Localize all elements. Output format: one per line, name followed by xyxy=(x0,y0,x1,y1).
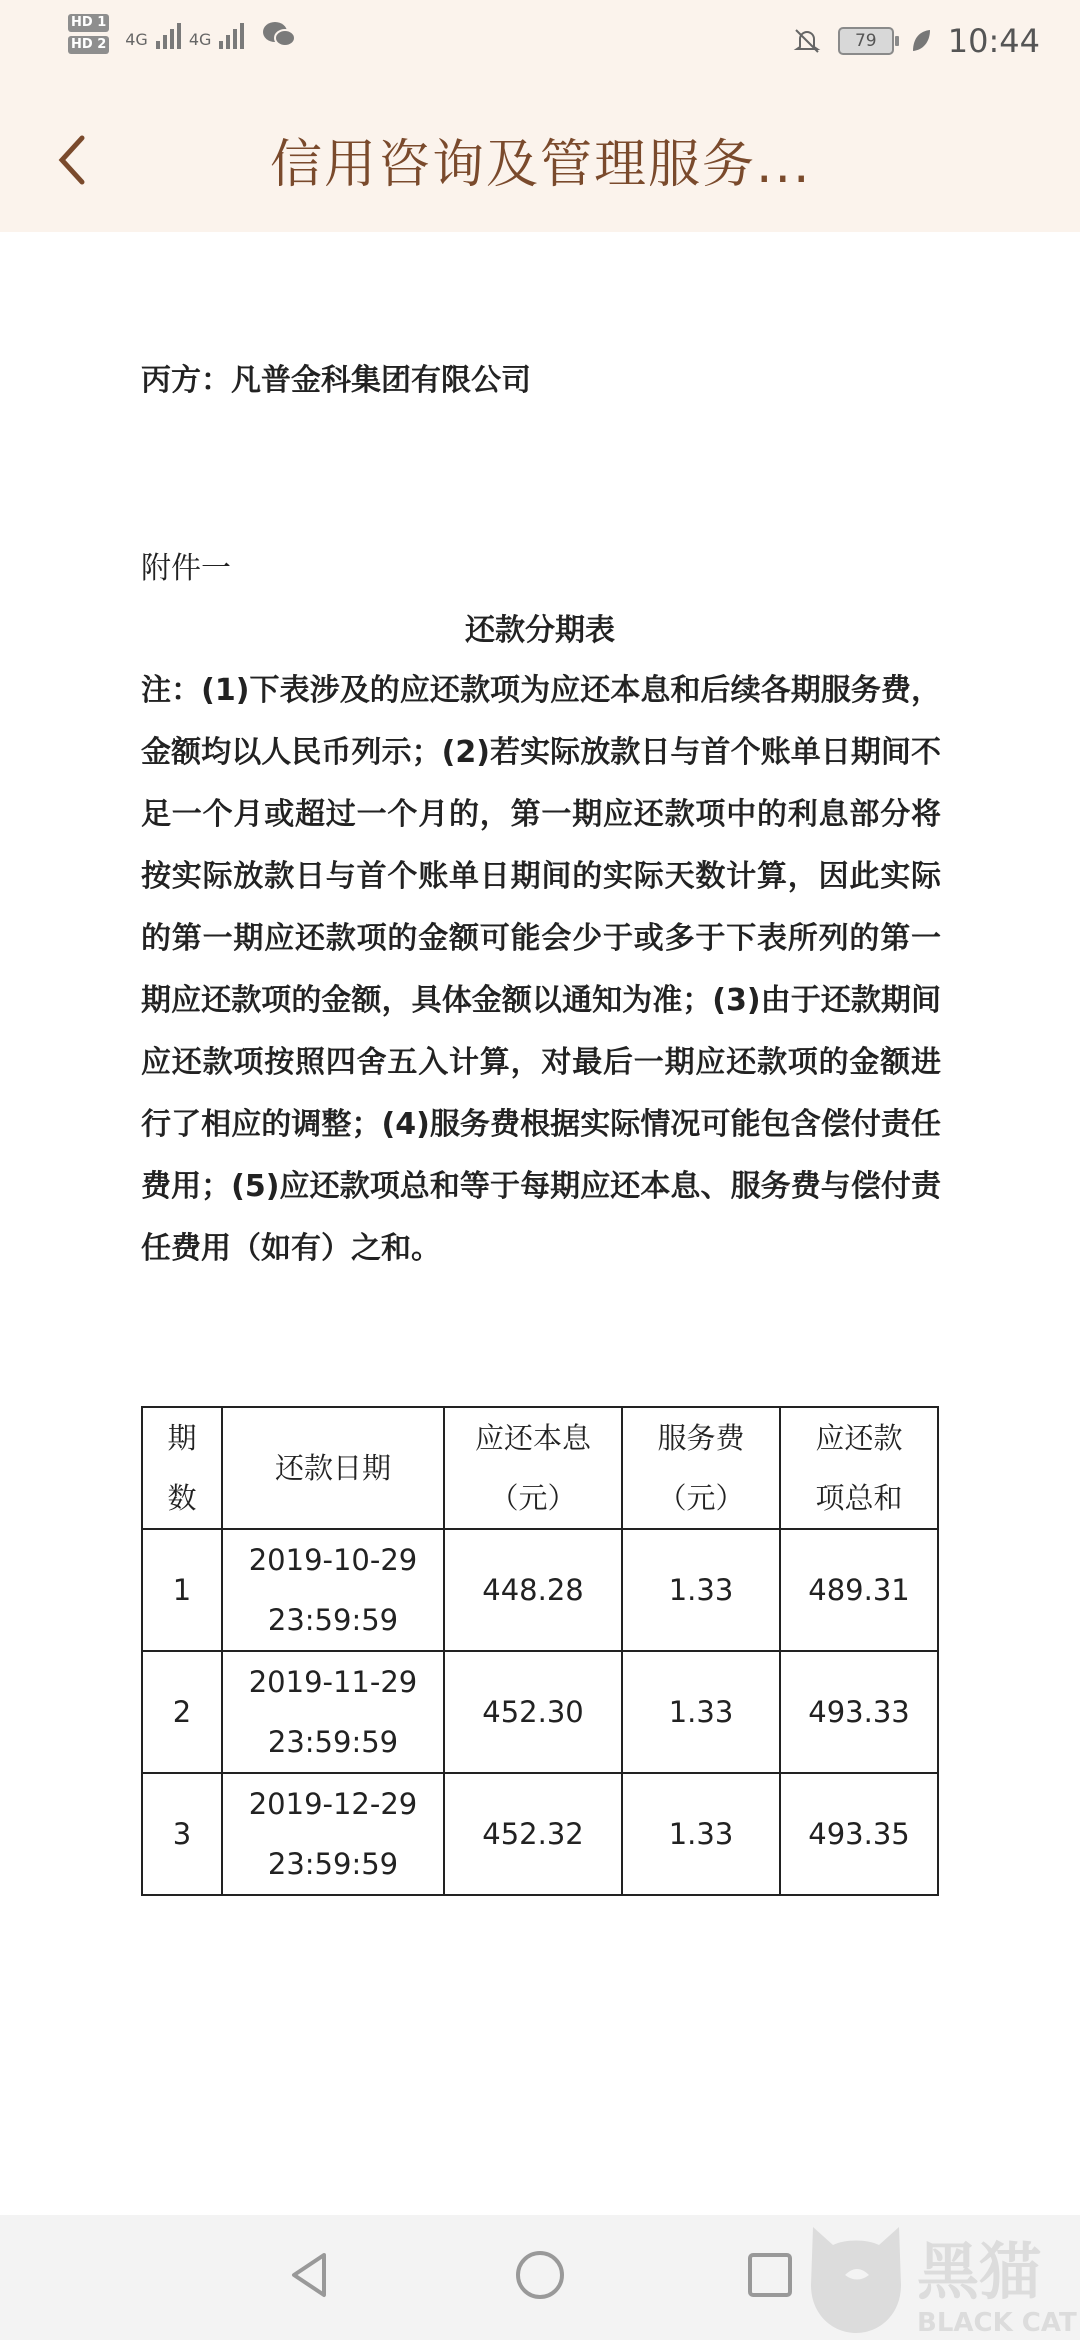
table-header-row xyxy=(142,1407,938,1529)
cell-date-time: 23:59:59 xyxy=(267,1725,399,1759)
wechat-icon xyxy=(262,21,296,49)
header-total-line2: 项总和 xyxy=(815,1481,903,1515)
cell-period: 1 xyxy=(142,1529,222,1651)
cell-fee: 1.33 xyxy=(622,1773,780,1895)
cell-principal: 452.32 xyxy=(444,1773,622,1895)
schedule-title: 还款分期表 xyxy=(465,613,615,648)
table-row xyxy=(142,1651,938,1773)
cell-date xyxy=(222,1773,444,1895)
cell-date xyxy=(222,1529,444,1651)
leaf-icon xyxy=(910,28,932,54)
header-period-line2: 数 xyxy=(167,1481,197,1515)
header-period xyxy=(142,1407,222,1529)
cell-date-day: 2019-11-29 xyxy=(248,1665,418,1699)
network-type-2: 4G xyxy=(188,30,212,49)
black-cat-watermark xyxy=(805,2215,1080,2340)
mute-bell-icon xyxy=(792,26,822,56)
repayment-table xyxy=(141,1406,939,1896)
page-title: 信用咨询及管理服务... xyxy=(270,135,812,195)
header-principal-line1: 应还本息 xyxy=(474,1421,591,1455)
cell-period: 3 xyxy=(142,1773,222,1895)
header-total xyxy=(780,1407,938,1529)
party-c-line: 丙方：凡普金科集团有限公司 xyxy=(141,363,531,398)
header-principal-line2: （元） xyxy=(489,1481,577,1515)
header-total-line1: 应还款 xyxy=(815,1421,903,1455)
clock: 10:44 xyxy=(947,22,1040,60)
header-date: 还款日期 xyxy=(222,1407,444,1529)
cell-principal: 452.30 xyxy=(444,1651,622,1773)
battery-indicator: 79 xyxy=(838,27,894,55)
status-right xyxy=(792,22,1040,60)
watermark-cn: 黑猫 xyxy=(917,2235,1042,2308)
cell-date-day: 2019-10-29 xyxy=(248,1543,418,1577)
signal-group xyxy=(125,19,296,49)
cell-total: 493.33 xyxy=(780,1651,938,1773)
status-bar xyxy=(0,0,1080,90)
status-left xyxy=(68,14,296,54)
cell-date-day: 2019-12-29 xyxy=(248,1787,418,1821)
watermark-en: BLACK CAT xyxy=(917,2308,1077,2338)
cell-date-time: 23:59:59 xyxy=(267,1603,399,1637)
header-period-line1: 期 xyxy=(167,1421,197,1455)
sim1-badge: HD 1 xyxy=(68,14,109,32)
cell-total: 489.31 xyxy=(780,1529,938,1651)
header-fee xyxy=(622,1407,780,1529)
schedule-note: 注：(1)下表涉及的应还款项为应还本息和后续各期服务费，金额均以人民币列示；(2)若实际放款日与首个账单日期间不足一个月或超过一个月的，第一期应还款项中的利息部分将按实际放款日与首个账单日期间的实际天数计算，因此实际的第一期应还款项的金额可能会少于或多于下表所列的第一期应还款项的金额，具体金额以通知为准；(3)由于还款期间应还款项按照四舍五入计算，对最后一期应还款项的金额进行了相应的调整；(4)服务费根据实际情况可能包含偿付责任费用；(5)应还款项总和等于每期应还本息、服务费与偿付责任费用（如有）之和。 xyxy=(141,673,941,1266)
header-principal xyxy=(444,1407,622,1529)
signal-icon-2 xyxy=(219,19,244,49)
signal-icon xyxy=(156,19,181,49)
circle-home-icon[interactable] xyxy=(510,2245,570,2305)
cell-total: 493.35 xyxy=(780,1773,938,1895)
sim2-badge: HD 2 xyxy=(68,36,109,54)
cell-date-time: 23:59:59 xyxy=(267,1847,399,1881)
square-recent-icon[interactable] xyxy=(740,2245,800,2305)
cell-fee: 1.33 xyxy=(622,1529,780,1651)
cell-date xyxy=(222,1651,444,1773)
header-fee-line2: （元） xyxy=(657,1481,745,1515)
chevron-left-icon[interactable] xyxy=(52,130,92,190)
table-row xyxy=(142,1529,938,1651)
cell-principal: 448.28 xyxy=(444,1529,622,1651)
header-fee-line1: 服务费 xyxy=(657,1421,745,1455)
cell-period: 2 xyxy=(142,1651,222,1773)
cell-fee: 1.33 xyxy=(622,1651,780,1773)
network-type-1: 4G xyxy=(125,30,148,49)
sim-badges xyxy=(68,14,109,54)
annex-label: 附件一 xyxy=(141,551,231,586)
triangle-back-icon[interactable] xyxy=(280,2245,340,2305)
table-row xyxy=(142,1773,938,1895)
